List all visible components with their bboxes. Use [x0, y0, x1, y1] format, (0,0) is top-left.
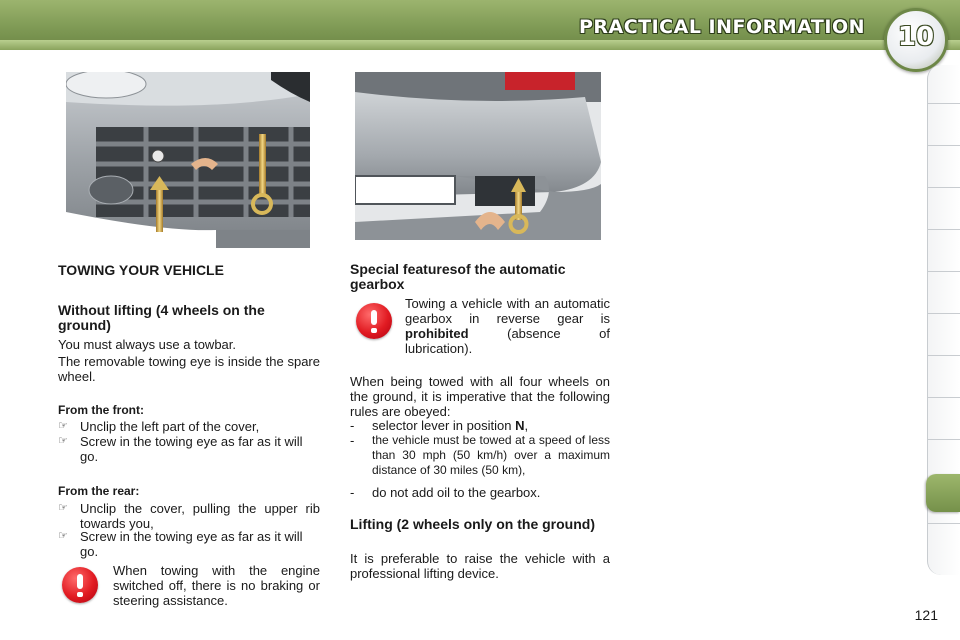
rear-step-2: ☞ Screw in the towing eye as far as it will go.: [58, 529, 303, 559]
exclamation-bar: [371, 310, 377, 325]
without-lifting-heading: Without lifting (4 wheels on the ground): [58, 302, 265, 333]
gear-position-n: N: [515, 418, 525, 433]
rule-selector-lever: - selector lever in position N,: [350, 418, 529, 433]
rear-bumper-photo: [355, 72, 601, 248]
prohibited-emphasis: prohibited: [405, 326, 469, 341]
rule-speed-limit: - the vehicle must be towed at a speed of less than 30 mph (50 km/h) over a maximum distance of 30 miles (50 km),: [350, 433, 610, 477]
gearbox-heading: Special featuresof the automatic gearbox: [350, 261, 566, 292]
rule-no-oil: - do not add oil to the gearbox.: [350, 485, 541, 500]
pointing-hand-icon: ☞: [58, 435, 68, 447]
tab-divider: [928, 397, 960, 398]
dash-bullet: -: [350, 418, 355, 433]
from-rear-heading: From the rear:: [58, 484, 140, 498]
pointing-hand-icon: ☞: [58, 420, 68, 432]
dash-bullet: -: [350, 433, 355, 448]
from-front-heading: From the front:: [58, 403, 144, 417]
pointing-hand-icon: ☞: [58, 530, 68, 542]
rear-step-1: ☞ Unclip the cover, pulling the upper rib towards you,: [58, 501, 320, 531]
pointing-hand-icon: ☞: [58, 502, 68, 514]
four-wheels-rules-intro: When being towed with all four wheels on the ground, it is imperative that the following rules are obeyed:: [350, 374, 610, 419]
tab-divider: [928, 271, 960, 272]
chapter-badge: [884, 8, 948, 72]
towbar-note: You must always use a towbar.: [58, 337, 237, 352]
tab-divider: [928, 355, 960, 356]
dash-bullet: -: [350, 485, 355, 500]
chapter-tab-active[interactable]: [926, 474, 960, 512]
lifting-text: It is preferable to raise the vehicle with a professional lifting device.: [350, 551, 610, 581]
reverse-gear-warning: Towing a vehicle with an automatic gearbox in reverse gear is prohibited (absence of lubrication).: [405, 296, 610, 356]
tab-divider: [928, 313, 960, 314]
tab-divider: [928, 439, 960, 440]
exclamation-warning-icon: [62, 567, 98, 603]
tab-divider: [928, 103, 960, 104]
lifting-heading: Lifting (2 wheels only on the ground): [350, 516, 595, 532]
front-bumper-photo: [66, 72, 310, 248]
tab-divider: [928, 145, 960, 146]
front-step-2: ☞ Screw in the towing eye as far as it will go.: [58, 434, 303, 464]
tab-divider: [928, 187, 960, 188]
exclamation-warning-icon: [356, 303, 392, 339]
section-title: PRACTICAL INFORMATION: [578, 16, 865, 38]
header-shine: [0, 40, 960, 50]
tab-divider: [928, 523, 960, 524]
exclamation-dot: [371, 328, 377, 333]
page-number: 121: [914, 607, 938, 623]
tab-divider: [928, 229, 960, 230]
exclamation-bar: [77, 574, 83, 589]
exclamation-dot: [77, 592, 83, 597]
towing-eye-location: The removable towing eye is inside the spare wheel.: [58, 354, 320, 384]
front-step-1: ☞ Unclip the left part of the cover,: [58, 419, 260, 434]
chapter-number: 10: [897, 22, 935, 52]
towing-heading: TOWING YOUR VEHICLE: [58, 262, 224, 278]
engine-off-warning: When towing with the engine switched off, there is no braking or steering assistance.: [113, 563, 320, 608]
